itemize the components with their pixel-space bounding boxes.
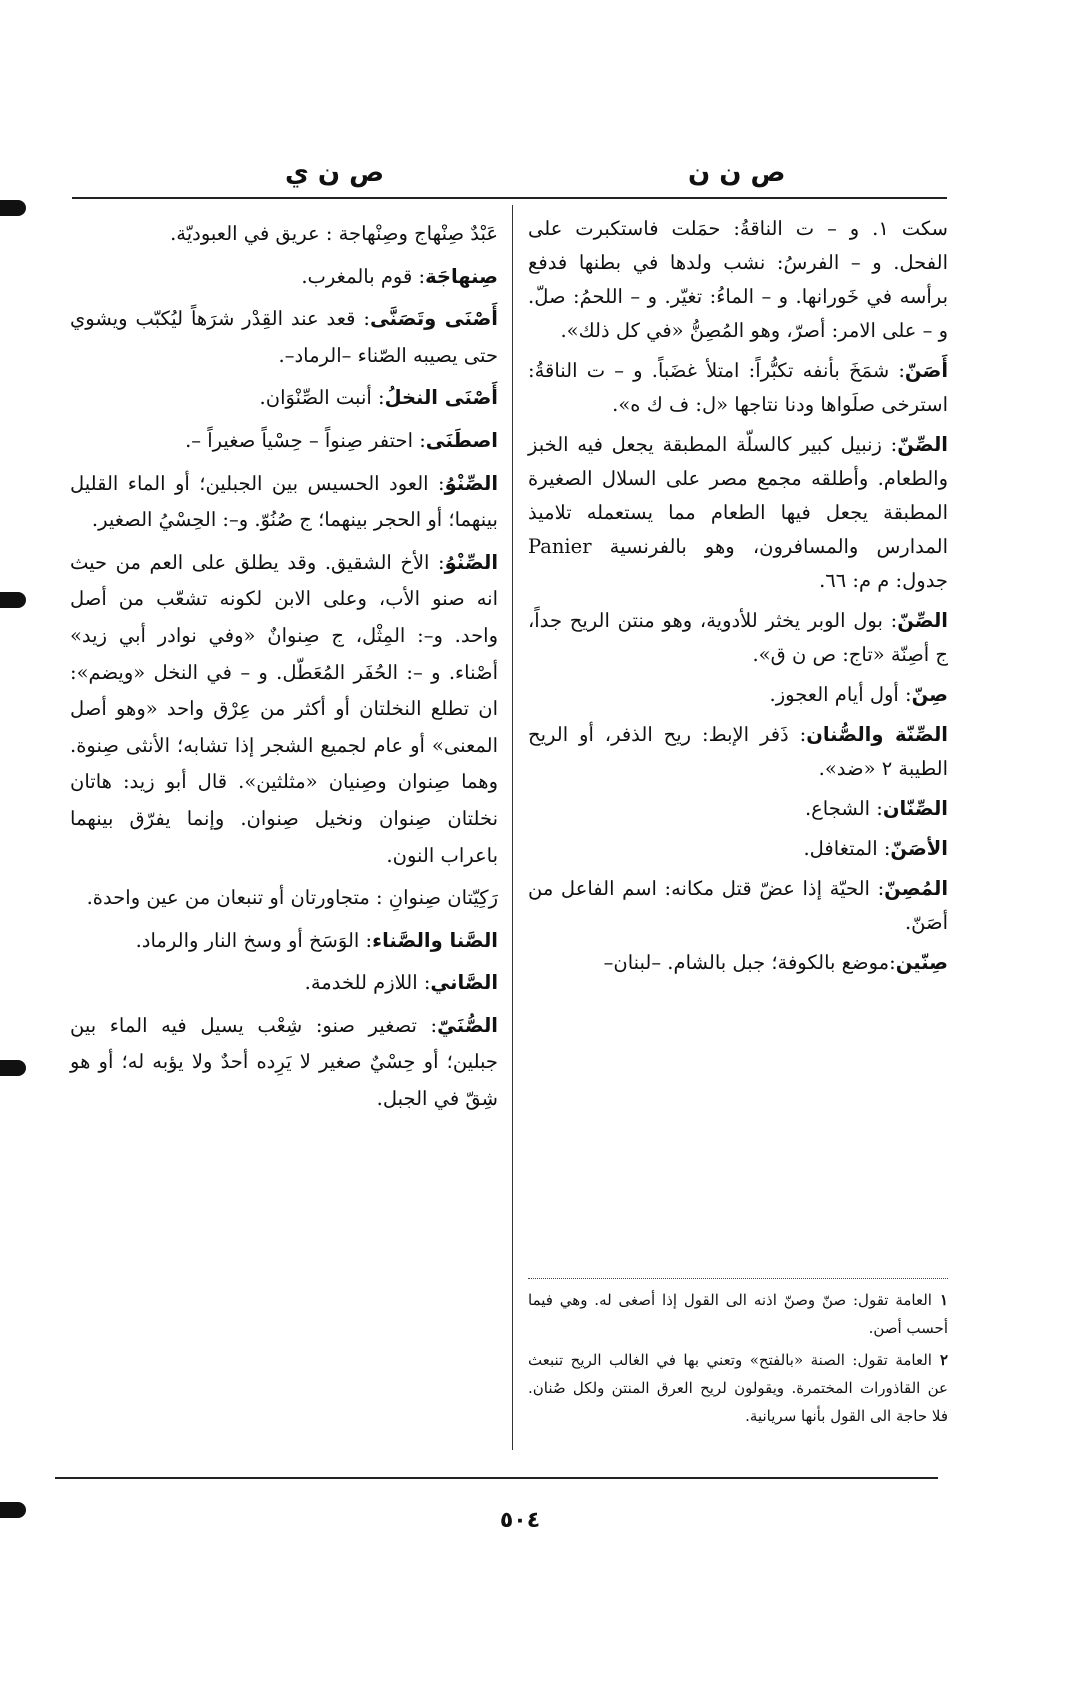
entry-text: سكت ١. و – ت الناقةُ: حمَلت فاستكبرت على الفحل. و – الفرسُ: نشب ولدها في بطنها فدفع برأسه في خَورانها. و – الماءُ: تغيّر. و – اللحمُ: صلّ. و – على الامر: أصرّ، وهو المُصِنُّ «في كل ذلك». (528, 217, 948, 342)
entry (528, 718, 948, 786)
margin-ink-mark (0, 592, 26, 608)
entry (528, 946, 948, 980)
entry-headword: الصُّنَيّ (437, 1013, 498, 1037)
entry-text: : ذَفر الإبط: ريح الذفر، أو الريح الطيبة ٢ «ضد». (528, 723, 948, 780)
footnote-separator (528, 1278, 948, 1279)
entry (528, 428, 948, 598)
right-column (528, 212, 948, 986)
entry (528, 354, 948, 422)
entry-headword: الصِّنّ (897, 609, 948, 632)
entry-headword: أَصْنَى النخلُ (384, 386, 498, 410)
footnote (528, 1346, 948, 1430)
footnote (528, 1286, 948, 1342)
entry (528, 212, 948, 348)
entry-headword: الصَّاني (430, 971, 498, 995)
entry (70, 545, 498, 874)
entry-text: : الحيّة إذا عضّ قتل مكانه: اسم الفاعل من أصَنّ. (528, 877, 948, 934)
footnote-number: ١ (939, 1291, 948, 1309)
margin-ink-mark (0, 1060, 26, 1076)
entry (70, 1008, 498, 1118)
entry-text: : بول الوبر يخثر للأدوية، وهو منتن الريح جداً، ج أصِنّة «تاج: ص ن ق». (528, 609, 948, 666)
entry-headword: الصَّنا والصَّناء (372, 928, 498, 952)
entry-headword: صِنّ (911, 683, 948, 706)
entry-headword: الصِّنّة والصُّنان (806, 723, 948, 746)
entry-headword: صِنّين (895, 951, 948, 974)
entry-headword: الصِّنّان (882, 797, 948, 820)
entry-text: :موضع بالكوفة؛ جبل بالشام. –لبنان– (603, 951, 896, 974)
entry-headword: الصِّنّ (897, 433, 948, 456)
entry-text: : أنبت الصِّنْوَان. (259, 386, 385, 410)
header-rule (72, 197, 947, 199)
entry-text: : احتفر صِنواً – حِسْياً صغيراً –. (185, 428, 426, 452)
entry-text: : المتغافل. (803, 837, 891, 860)
entry (70, 259, 498, 296)
entry (528, 678, 948, 712)
column-divider (512, 205, 513, 1450)
entry-headword: الصِّنْوُ (444, 471, 498, 495)
running-head-right: ص ن ن (688, 158, 786, 188)
footnotes (528, 1286, 948, 1434)
entry-headword: المُصِنّ (884, 877, 948, 900)
entry-headword: أَصْنَى وتَصَنَّى (369, 307, 498, 331)
entry-text: : الوَسَخ أو وسخ النار والرماد. (135, 928, 373, 952)
entry-text: : قوم بالمغرب. (301, 264, 426, 288)
entry-headword: اصطَنَى (425, 428, 498, 452)
entry-headword: صِنهاجَة (425, 264, 498, 288)
entry (528, 792, 948, 826)
entry (70, 380, 498, 417)
entry-text: : اللازم للخدمة. (304, 971, 431, 995)
entry-text: : العود الحسيس بين الجبلين؛ أو الماء القليل بينهما؛ أو الحجر بينهما؛ ج صُنُوّ. و–: الحِسْيُ الصغير. (70, 471, 498, 532)
entry-headword: أَصَنّ (904, 359, 948, 382)
left-column (70, 216, 498, 1124)
entry (70, 965, 498, 1002)
entry (70, 923, 498, 960)
entry-text: : زنبيل كبير كالسلّة المطبقة يجعل فيه الخبز والطعام. وأطلقه مجمع مصر على السلال الصغيرة المطبقة يجعل فيها الطعام مما يستعمله تلاميذ المدارس والمسافرون، وهو بالفرنسية Panier جدول: م م: ٦٦. (528, 433, 948, 592)
entry (528, 604, 948, 672)
entry-text: : تصغير صنو: شِعْب يسيل فيه الماء بين جبلين؛ أو حِسْيٌ صغير لا يَرِده أحدٌ ولا يؤبه له؛ أو هو شِقّ في الجبل. (70, 1013, 498, 1111)
entry-text: : قعد عند القِدْر شرَهاً ليُكبّب ويشوي حتى يصيبه الصّناء –الرماد–. (70, 307, 498, 367)
entry (70, 216, 498, 253)
entry-text: عَبْدٌ صِنْهاج وصِنْهاجة : عريق في العبوديّة. (170, 222, 498, 245)
entry-headword: الأصَنّ (890, 837, 948, 860)
entry (70, 423, 498, 460)
entry-text: : أول أيام العجوز. (769, 683, 912, 706)
entry-text: : الأخ الشقيق. وقد يطلق على العم من حيث انه صنو الأب، وعلى الابن لكونه تشعّب من أصل واحد. و–: المِثْل، ج صِنوانٌ «وفي نوادر أبي زيد» أصْناء. و –: الحُفَر المُعَطّل. و – في النخل «ويضم»: ان تطلع النخلتان أو أكثر من عِرْق واحد «وهو أصل المعنى» أو عام لجميع الشجر إذا تشابه؛ الأنثى صِنوة. وهما صِنوان وصِنيان «مثلثين». قال أبو زيد: هاتان نخلتان صِنوان ونخيل صِنوان. وإنما يفرّق بينهما باعراب النون. (70, 550, 498, 867)
footer-rule (55, 1477, 938, 1479)
page-number: ٥٠٤ (499, 1508, 541, 1533)
margin-ink-mark (0, 1502, 26, 1518)
entry-text: : شمَخَ بأنفه تكبُّراً: امتلأ غضَباً. و – ت الناقةُ: استرخى صلَواها ودنا نتاجها «ل: ف ك ه». (528, 359, 948, 416)
footnote-number: ٢ (939, 1351, 948, 1369)
running-head-left: ص ن ي (285, 158, 385, 188)
footnote-text: العامة تقول: صنّ وصنّ اذنه الى القول إذا أصغى له. وهي فيما أحسب أصن. (528, 1291, 948, 1337)
entry (70, 880, 498, 917)
entry (70, 466, 498, 539)
footnote-text: العامة تقول: الصنة «بالفتح» وتعني بها في الغالب الريح تنبعث عن القاذورات المختمرة. ويقولون لريح العرق المنتن ولكل صُنان. فلا حاجة الى القول بأنها سريانية. (528, 1351, 948, 1425)
entry-headword: الصِّنْوُ (444, 550, 498, 574)
entry-text: رَكِيّتان صِنوانِ : متجاورتان أو تنبعان من عين واحدة. (86, 886, 498, 910)
margin-ink-mark (0, 200, 26, 216)
entry (528, 832, 948, 866)
entry-text: : الشجاع. (804, 797, 883, 820)
entry (528, 872, 948, 940)
entry (70, 301, 498, 374)
